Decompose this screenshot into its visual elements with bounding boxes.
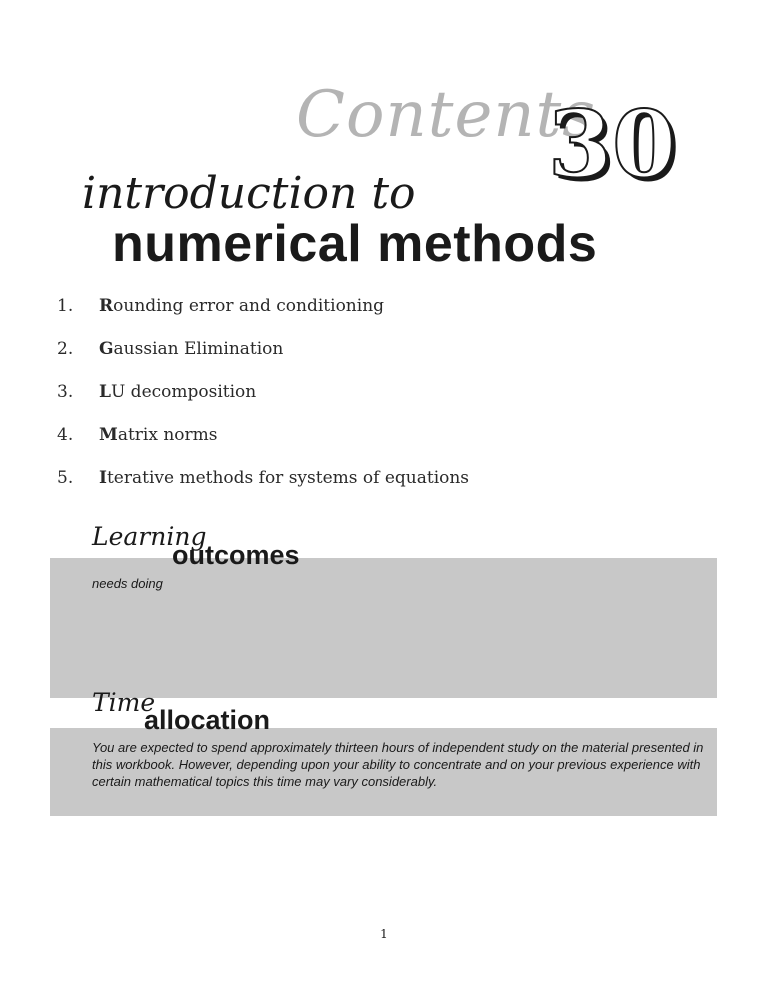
- workbook-subtitle-line1: introduction to: [82, 168, 416, 219]
- topic-number: 2.: [57, 339, 74, 359]
- topic-number: 4.: [57, 425, 74, 445]
- topics-list: [57, 296, 469, 511]
- time-allocation-heading-italic: Time: [92, 688, 156, 717]
- learning-outcomes-heading-italic: Learning: [92, 522, 207, 551]
- topic-item: [57, 296, 469, 339]
- time-allocation-text: You are expected to spend approximately thirteen hours of independent study on the material presented in this workbook. However, depending upon your ability to concentrate and on your previous experience with certain mathematical topics this time may vary considerably.: [92, 740, 704, 789]
- page-number: 1: [380, 927, 388, 941]
- learning-outcomes-heading-bold: outcomes: [172, 540, 300, 570]
- topic-title: Rounding error and conditioning: [99, 296, 385, 316]
- topic-number: 5.: [57, 468, 74, 488]
- contents-title: Contents: [296, 78, 597, 152]
- topic-item: [57, 425, 469, 468]
- topic-item: [57, 468, 469, 511]
- learning-outcomes-text: needs doing: [92, 576, 163, 591]
- topic-number: 1.: [57, 296, 74, 316]
- topic-title: LU decomposition: [99, 382, 257, 402]
- topic-title: Gaussian Elimination: [99, 339, 284, 359]
- topic-item: [57, 382, 469, 425]
- workbook-subtitle-line2: numerical methods: [112, 215, 598, 273]
- topic-item: [57, 339, 469, 382]
- chapter-number: 30: [548, 90, 677, 198]
- topic-title: Iterative methods for systems of equations: [99, 468, 470, 488]
- topic-title: Matrix norms: [99, 425, 218, 445]
- time-allocation-heading-bold: allocation: [144, 705, 271, 735]
- topic-number: 3.: [57, 382, 74, 402]
